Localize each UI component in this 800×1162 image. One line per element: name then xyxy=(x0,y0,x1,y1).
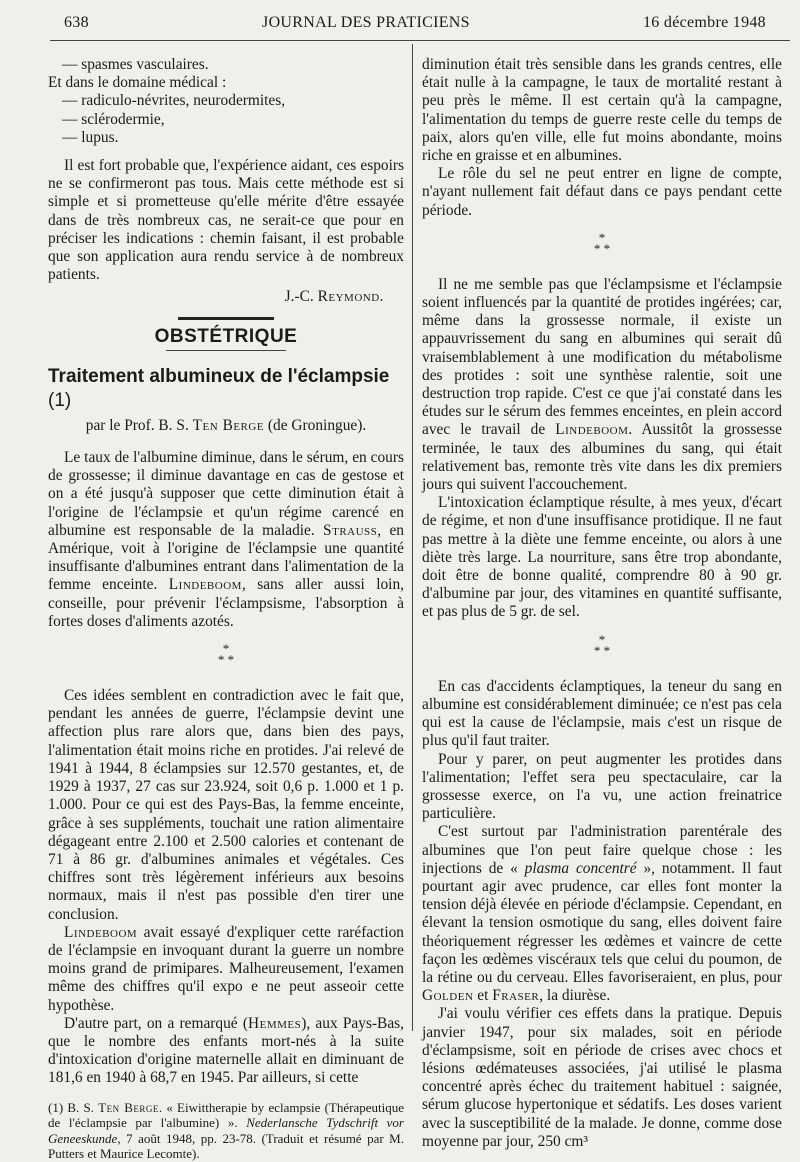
signature: J.-C. Reymond. xyxy=(284,288,384,306)
footnote-ref: (1) xyxy=(48,389,72,411)
header-rule xyxy=(50,40,790,41)
left-column xyxy=(48,56,404,1162)
section-title: OBSTÉTRIQUE xyxy=(154,325,298,347)
paragraph: Il ne me semble pas que l'éclampsisme et l'éclampsie soient influencés par la quantité de protides ingérées; car, même dans la grossesse normale, il existe un appauvrissement du sang en albumines qui serait dû vraisemblablement à une modification du métabolisme des protides : soit une synthèse ralentie, soit une destruction trop rapide. C'est ce que j'ai constaté dans les études sur le sérum des femmes enceintes, en plein accord avec le travail de Lindeboom. Aussitôt la grossesse terminée, le taux des albumines du sang, qui était relativement bas, remonte très vite dans les dix premiers jours qui suivent l'accouchement. xyxy=(422,275,782,494)
section-header xyxy=(48,317,404,351)
column-divider xyxy=(412,44,413,1031)
conclusion-paragraph: Il est fort probable que, l'expérience aidant, ces espoirs ne se confirmeront pas tous. Mais cette méthode est si simple et si prometteuse qu'elle mérite d'être essayée dans de très nombreux cas, ne serait-ce que pour en préciser les indications : chemin faisant, il est probable que son application aura rendu service à de nombreux patients. xyxy=(48,157,404,284)
paragraph: L'intoxication éclamptique résulte, à mes yeux, d'écart de régime, et non d'une insuffisance protidique. Il ne faut pas mettre à la diète une femme enceinte, ou alors à une diète très large. La nourriture, sans être trop abondante, doit être de bonne qualité, comprendre 80 à 90 gr. d'albumine par jour, des vitamines en quantité suffisante, et pas plus de 5 gr. de sel. xyxy=(422,494,782,621)
section-stars: * * * xyxy=(217,641,235,668)
section-rule xyxy=(178,317,274,320)
right-column xyxy=(422,56,782,1151)
issue-date: 16 décembre 1948 xyxy=(643,14,766,31)
paragraph: diminution était très sensible dans les grands centres, elle était nulle à la campagne, le taux de mortalité restant à peu près le même. Il est certain qu'à la campagne, l'alimentation du temps de guerre reste celle du temps de paix, alors qu'en ville, elle fut moins abondante, moins riche en graisse et en albumines. xyxy=(422,56,782,165)
paragraph: Pour y parer, on peut augmenter les protides dans l'alimentation; l'effet sera peu spectaculaire, car la grossesse exerce, on l'a vu, une action freinatrice particulière. xyxy=(422,750,782,823)
list-domain: Et dans le domaine médical : xyxy=(48,74,227,92)
paragraph: Lindeboom avait essayé d'expliquer cette raréfaction de l'éclampsie en invoquant durant la guerre un nombre moins grand de primipares. Malheureusement, l'examen même des chiffres qu'il expo e ne peut asseoir cette hypothèse. xyxy=(48,923,404,1014)
section-stars: * * * xyxy=(593,229,611,256)
footnote: (1) B. S. Ten Berge. « Eiwittherapie by eclampsie (Thérapeutique de l'éclampsie par l'albumine) ». Nederlansche Tydschrift vor Geneeskunde, 7 août 1948, pp. 23-78. (Traduit et résumé par M. Putters et Maurice Lecomte). xyxy=(48,1099,405,1162)
byline: par le Prof. B. S. Ten Berge (de Groningue). xyxy=(85,416,367,434)
page-header xyxy=(64,10,766,36)
section-stars: * * * xyxy=(593,631,611,658)
list-item: — radiculo-névrites, neurodermites, xyxy=(62,92,286,110)
paragraph: Le taux de l'albumine diminue, dans le sérum, en cours de grossesse; il diminue davantage en cas de gestose et on a été jusqu'à supposer que cette diminution était à l'origine de l'éclampsie et qu'un régime carencé en albumine est responsable de la maladie. Strauss, en Amérique, voit à l'origine de l'éclampsie une quantité insuffisante d'albumines entrant dans l'alimentation de la femme enceinte. Lindeboom, sans aller aussi loin, conseille, pour prévenir l'éclampsisme, l'absorption à fortes doses d'aliments azotés. xyxy=(48,449,404,630)
journal-title: JOURNAL DES PRATICIENS xyxy=(262,14,470,31)
section-underline xyxy=(166,350,286,351)
paragraph: En cas d'accidents éclamptiques, la teneur du sang en albumine est considérablement diminuée; ce n'est pas cela qui est la cause de l'éclampsie, mais c'est un risque de plus qu'il faut traiter. xyxy=(422,677,782,750)
list-intro: — spasmes vasculaires. xyxy=(62,56,209,73)
list-item: — lupus. xyxy=(62,128,119,146)
paragraph: C'est surtout par l'administration parentérale des albumines que l'on peut faire quelque chose : les injections de « plasma concentré », notamment. Il faut pourtant agir avec prudence, car elles font monter la tension déjà élevée en période d'éclampsie. Cependant, en élevant la tension osmotique du sang, elles doivent faire théoriquement régresser les œdèmes et vaincre de cette façon les œdèmes viscéraux tels que celui du poumon, de la rétine ou du cerveau. Elles favoriseraient, en plus, pour Golden et Fraser, la diurèse. xyxy=(422,823,782,1005)
paragraph: J'ai voulu vérifier ces effets dans la pratique. Depuis janvier 1947, pour six malades, soit en période d'éclampsisme, soit en période de crises avec chocs et lésions œdémateuses associées, j'ai utilisé le plasma concentré après échec du traitement habituel : saignée, sérum glucose hypertonique et sédatifs. Les doses varient avec la susceptibilité de la malade. Je donne, comme dose moyenne par jour, 250 cm³ xyxy=(422,1005,782,1150)
list-item: — sclérodermie, xyxy=(62,110,165,128)
paragraph: Le rôle du sel ne peut entrer en ligne de compte, n'ayant nullement fait défaut dans ce pays pendant cette période. xyxy=(422,165,782,219)
paragraph: Ces idées semblent en contradiction avec le fait que, pendant les années de guerre, l'éclampsie devint une affection plus rare alors que, dans bien des pays, l'alimentation était moins riche en protides. J'ai relevé de 1941 à 1944, 8 éclampsies sur 12.570 gestantes, et, de 1929 à 1937, 27 cas sur 23.924, soit 0,6 p. 1.000 et 1 p. 1.000. Pour ce qui est des Pays-Bas, la femme enceinte, grâce à ses suppléments, touchait une ration alimentaire dégageant entre 2.100 et 2.500 calories et contenant de 71 à 86 gr. d'albumines animales et végétales. Ces chiffres sont très légèrement inférieurs aux besoins normaux, mais il n'est pas possible d'en tirer une conclusion. xyxy=(48,687,404,923)
paragraph: D'autre part, on a remarqué (Hemmes), aux Pays-Bas, que le nombre des enfants mort-nés à la suite d'intoxication d'origine maternelle allait en diminuant de 181,6 en 1940 à 68,7 en 1945. Par ailleurs, si cette xyxy=(48,1014,404,1087)
article-title: Traitement albumineux de l'éclampsie (1) xyxy=(48,365,390,411)
page-number: 638 xyxy=(64,14,89,31)
